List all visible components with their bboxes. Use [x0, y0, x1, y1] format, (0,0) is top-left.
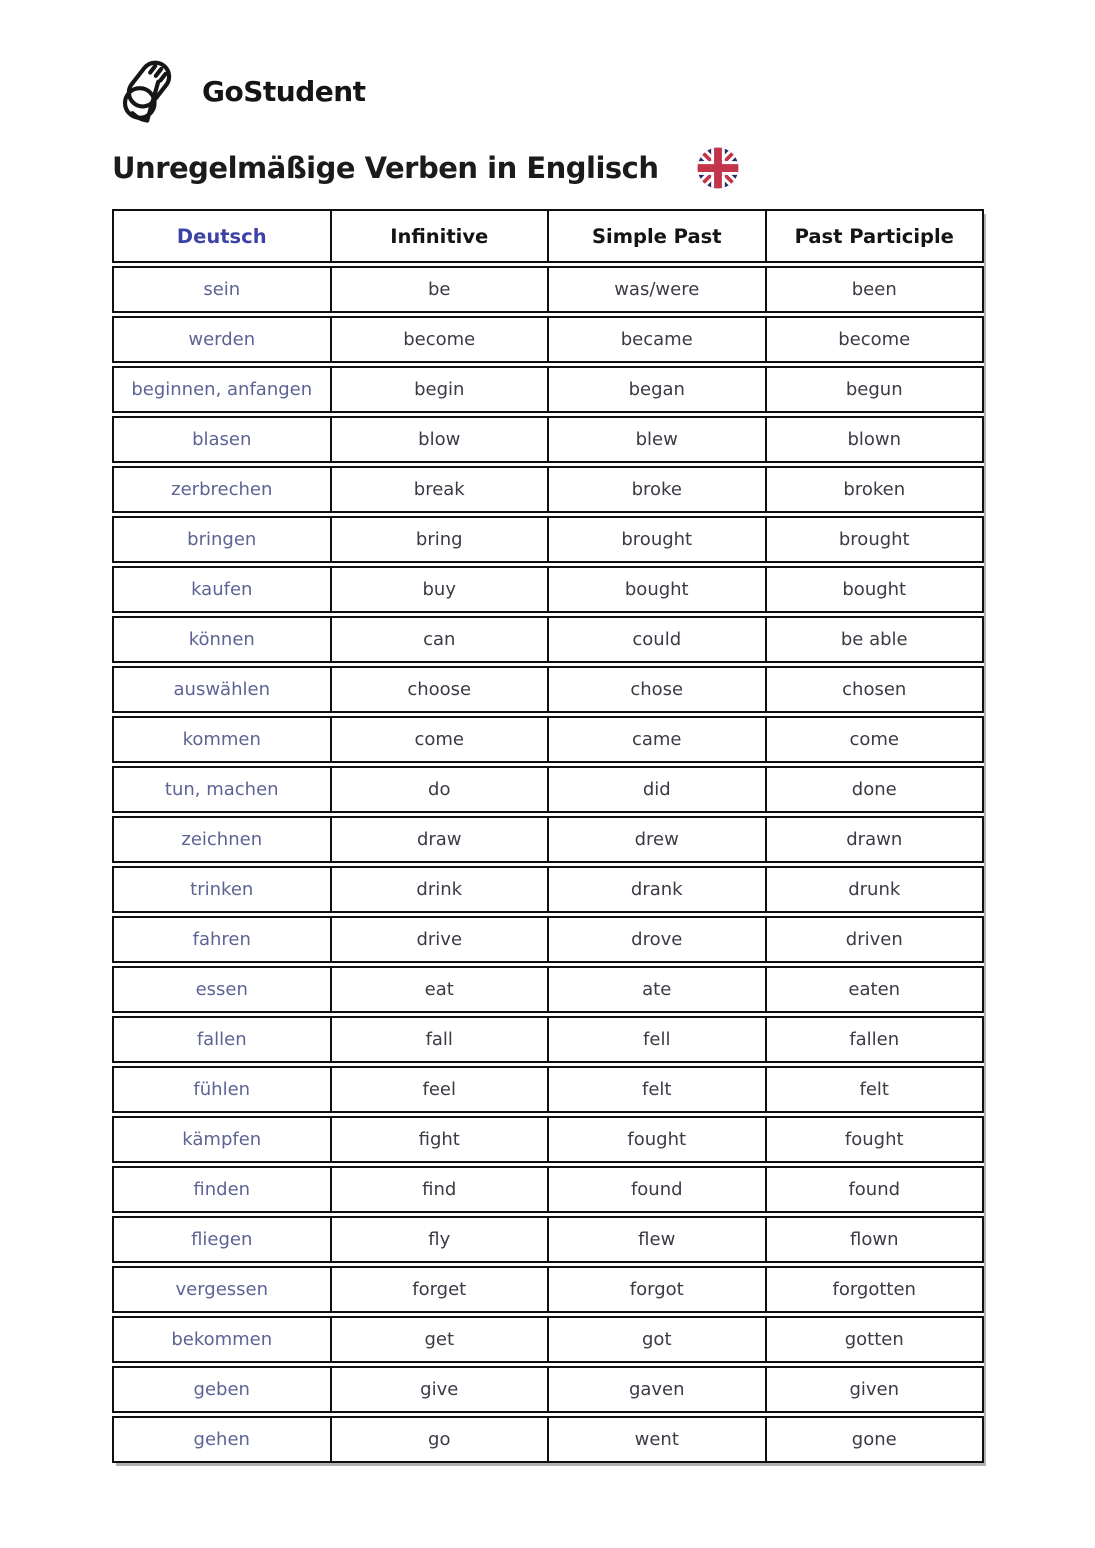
cell-deutsch: bekommen: [171, 1329, 273, 1350]
cell-deutsch: zeichnen: [181, 829, 263, 850]
cell-simple-past: fell: [547, 1018, 765, 1061]
cell-deutsch: gehen: [193, 1429, 250, 1450]
cell-infinitive: give: [330, 1368, 548, 1411]
table-row: [112, 816, 984, 863]
cell-deutsch: geben: [193, 1379, 250, 1400]
cell-infinitive: fall: [330, 1018, 548, 1061]
cell-infinitive: find: [330, 1168, 548, 1211]
cell-past-participle: be able: [765, 618, 983, 661]
cell-deutsch: vergessen: [175, 1279, 269, 1300]
cell-infinitive: break: [330, 468, 548, 511]
cell-past-participle: flown: [765, 1218, 983, 1261]
cell-infinitive: feel: [330, 1068, 548, 1111]
cell-past-participle: felt: [765, 1068, 983, 1111]
cell-past-participle: bought: [765, 568, 983, 611]
cell-past-participle: begun: [765, 368, 983, 411]
cell-past-participle: found: [765, 1168, 983, 1211]
table-row: [112, 566, 984, 613]
cell-deutsch: kaufen: [191, 579, 253, 600]
table-row: [112, 716, 984, 763]
cell-simple-past: drank: [547, 868, 765, 911]
cell-past-participle: drunk: [765, 868, 983, 911]
table-row: [112, 1316, 984, 1363]
cell-infinitive: buy: [330, 568, 548, 611]
cell-past-participle: given: [765, 1368, 983, 1411]
cell-past-participle: become: [765, 318, 983, 361]
cell-past-participle: done: [765, 768, 983, 811]
cell-past-participle: fought: [765, 1118, 983, 1161]
table-row: [112, 1266, 984, 1313]
table-row: [112, 516, 984, 563]
uk-flag-icon: [697, 147, 739, 189]
cell-past-participle: drawn: [765, 818, 983, 861]
table-row: [112, 1216, 984, 1263]
table-row: [112, 666, 984, 713]
cell-simple-past: ate: [547, 968, 765, 1011]
cell-deutsch: auswählen: [173, 679, 270, 700]
cell-infinitive: come: [330, 718, 548, 761]
table-row: [112, 1366, 984, 1413]
table-row: [112, 1166, 984, 1213]
cell-simple-past: went: [547, 1418, 765, 1461]
table-row: [112, 1066, 984, 1113]
cell-past-participle: gone: [765, 1418, 983, 1461]
table-row: [112, 316, 984, 363]
table-row: [112, 916, 984, 963]
cell-simple-past: bought: [547, 568, 765, 611]
gostudent-logo-icon: [112, 55, 186, 127]
table-row: [112, 1416, 984, 1463]
table-row: [112, 1016, 984, 1063]
cell-infinitive: draw: [330, 818, 548, 861]
cell-simple-past: found: [547, 1168, 765, 1211]
table-row: [112, 466, 984, 513]
cell-simple-past: broke: [547, 468, 765, 511]
cell-deutsch: können: [188, 629, 255, 650]
table-row: [112, 866, 984, 913]
cell-infinitive: forget: [330, 1268, 548, 1311]
cell-deutsch: sein: [203, 279, 241, 300]
cell-past-participle: fallen: [765, 1018, 983, 1061]
cell-deutsch: fliegen: [191, 1229, 253, 1250]
cell-past-participle: gotten: [765, 1318, 983, 1361]
cell-simple-past: chose: [547, 668, 765, 711]
cell-simple-past: was/were: [547, 268, 765, 311]
cell-simple-past: felt: [547, 1068, 765, 1111]
cell-infinitive: be: [330, 268, 548, 311]
cell-past-participle: chosen: [765, 668, 983, 711]
cell-infinitive: go: [330, 1418, 548, 1461]
cell-deutsch: kommen: [182, 729, 261, 750]
cell-deutsch: trinken: [190, 879, 254, 900]
cell-simple-past: blew: [547, 418, 765, 461]
cell-simple-past: began: [547, 368, 765, 411]
cell-past-participle: eaten: [765, 968, 983, 1011]
cell-infinitive: get: [330, 1318, 548, 1361]
cell-past-participle: been: [765, 268, 983, 311]
cell-simple-past: forgot: [547, 1268, 765, 1311]
table-row: [112, 1116, 984, 1163]
header-infinitive: Infinitive: [330, 211, 548, 261]
cell-simple-past: brought: [547, 518, 765, 561]
cell-simple-past: could: [547, 618, 765, 661]
cell-simple-past: came: [547, 718, 765, 761]
cell-deutsch: fahren: [192, 929, 251, 950]
table-row: [112, 366, 984, 413]
cell-deutsch: kämpfen: [182, 1129, 262, 1150]
cell-simple-past: got: [547, 1318, 765, 1361]
gostudent-brand-text: GoStudent: [202, 74, 366, 108]
cell-infinitive: eat: [330, 968, 548, 1011]
cell-simple-past: drove: [547, 918, 765, 961]
cell-past-participle: come: [765, 718, 983, 761]
table-body: [112, 266, 984, 1463]
table-row: [112, 266, 984, 313]
cell-infinitive: drink: [330, 868, 548, 911]
cell-deutsch: werden: [188, 329, 256, 350]
table-row: [112, 966, 984, 1013]
cell-simple-past: flew: [547, 1218, 765, 1261]
cell-infinitive: bring: [330, 518, 548, 561]
cell-deutsch: fallen: [196, 1029, 247, 1050]
cell-deutsch: fühlen: [193, 1079, 251, 1100]
cell-deutsch: blasen: [192, 429, 252, 450]
cell-past-participle: forgotten: [765, 1268, 983, 1311]
verbs-table: [112, 209, 984, 1463]
cell-simple-past: fought: [547, 1118, 765, 1161]
header-deutsch: Deutsch: [176, 224, 267, 248]
cell-infinitive: fly: [330, 1218, 548, 1261]
page-title: Unregelmäßige Verben in Englisch: [112, 151, 659, 185]
cell-deutsch: beginnen, anfangen: [131, 379, 313, 400]
cell-deutsch: bringen: [187, 529, 257, 550]
header-past-participle: Past Participle: [765, 211, 983, 261]
cell-simple-past: became: [547, 318, 765, 361]
cell-simple-past: drew: [547, 818, 765, 861]
cell-infinitive: do: [330, 768, 548, 811]
title-row: [112, 147, 984, 189]
cell-deutsch: finden: [193, 1179, 251, 1200]
table-header-row: [112, 209, 984, 263]
table-row: [112, 616, 984, 663]
cell-past-participle: blown: [765, 418, 983, 461]
table-row: [112, 766, 984, 813]
cell-infinitive: fight: [330, 1118, 548, 1161]
cell-infinitive: begin: [330, 368, 548, 411]
cell-simple-past: gaven: [547, 1368, 765, 1411]
cell-infinitive: blow: [330, 418, 548, 461]
cell-infinitive: drive: [330, 918, 548, 961]
cell-past-participle: broken: [765, 468, 983, 511]
cell-past-participle: brought: [765, 518, 983, 561]
cell-infinitive: become: [330, 318, 548, 361]
cell-deutsch: tun, machen: [164, 779, 279, 800]
cell-infinitive: can: [330, 618, 548, 661]
cell-infinitive: choose: [330, 668, 548, 711]
header-simple-past: Simple Past: [547, 211, 765, 261]
gostudent-logo: [112, 55, 984, 127]
cell-past-participle: driven: [765, 918, 983, 961]
table-row: [112, 416, 984, 463]
cell-deutsch: essen: [195, 979, 248, 1000]
cell-simple-past: did: [547, 768, 765, 811]
cell-deutsch: zerbrechen: [171, 479, 273, 500]
